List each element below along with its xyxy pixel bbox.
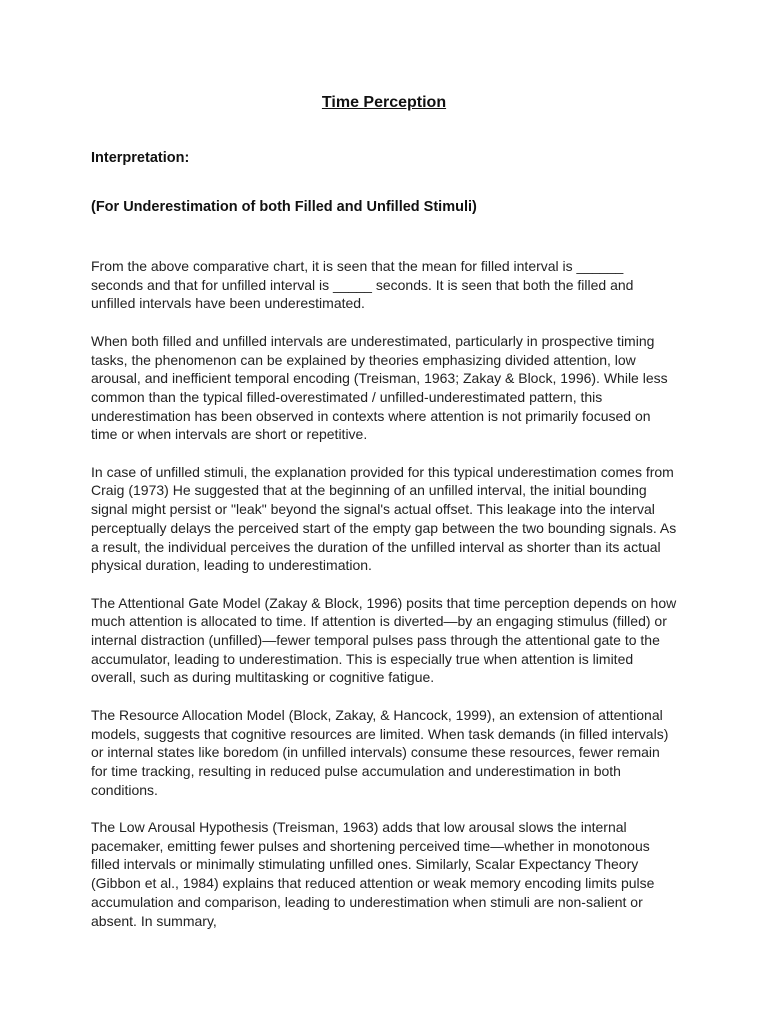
paragraph-low-arousal-hypothesis: The Low Arousal Hypothesis (Treisman, 1963) adds that low arousal slows the internal pacemaker, emitting fewer pulses and shortening perceived time—whether in monotonous filled intervals or minimally stimulating unfilled ones. Similarly, Scalar Expectancy Theory (Gibbon et al., 1984) explains that reduced attention or weak memory encoding limits pulse accumulation and comparison, leading to underestimation when stimuli are non-salient or absent. In summary, — [91, 819, 655, 929]
paragraph-unfilled-stimuli: In case of unfilled stimuli, the explanation provided for this typical underestimation comes from Craig (1973) He suggested that at the beginning of an unfilled interval, the initial bounding signal might persist or "leak" beyond the signal's actual offset. This leakage into the interval perceptually delays the perceived start of the empty gap between the two bounding signals. As a result, the individual perceives the duration of the unfilled interval as shorter than its actual physical duration, leading to underestimation. — [91, 463, 677, 574]
section-heading-interpretation: Interpretation: — [91, 150, 190, 166]
section-subheading: (For Underestimation of both Filled and Unfilled Stimuli) — [91, 199, 477, 215]
paragraph-comparative-chart: From the above comparative chart, it is seen that the mean for filled interval is ______ seconds and that for unfilled interval is _____ seconds. It is seen that both the filled and unfilled intervals have been underestimated. — [91, 258, 634, 312]
page-title: Time Perception — [321, 94, 447, 111]
paragraph-resource-allocation-model: The Resource Allocation Model (Block, Zakay, & Hancock, 1999), an extension of attentional models, suggests that cognitive resources are limited. When task demands (in filled intervals) or internal states like boredom (in unfilled intervals) consume these resources, fewer remain for time tracking, resulting in reduced pulse accumulation and underestimation in both conditions. — [91, 706, 669, 798]
paragraph-attentional-gate-model: The Attentional Gate Model (Zakay & Block, 1996) posits that time perception depends on how much attention is allocated to time. If attention is diverted—by an engaging stimulus (filled) or internal distraction (unfilled)—fewer temporal pulses pass through the attentional gate to the accumulator, leading to underestimation. This is especially true when attention is limited overall, such as during multitasking or cognitive fatigue. — [91, 594, 677, 686]
paragraph-underestimation-theories: When both filled and unfilled intervals are underestimated, particularly in prospective timing tasks, the phenomenon can be explained by theories emphasizing divided attention, low arousal, and inefficient temporal encoding (Treisman, 1963; Zakay & Block, 1996). While less common than the typical filled-overestimated / unfilled-underestimated pattern, this underestimation has been observed in contexts where attention is not primarily focused on time or when intervals are short or repetitive. — [91, 332, 668, 443]
